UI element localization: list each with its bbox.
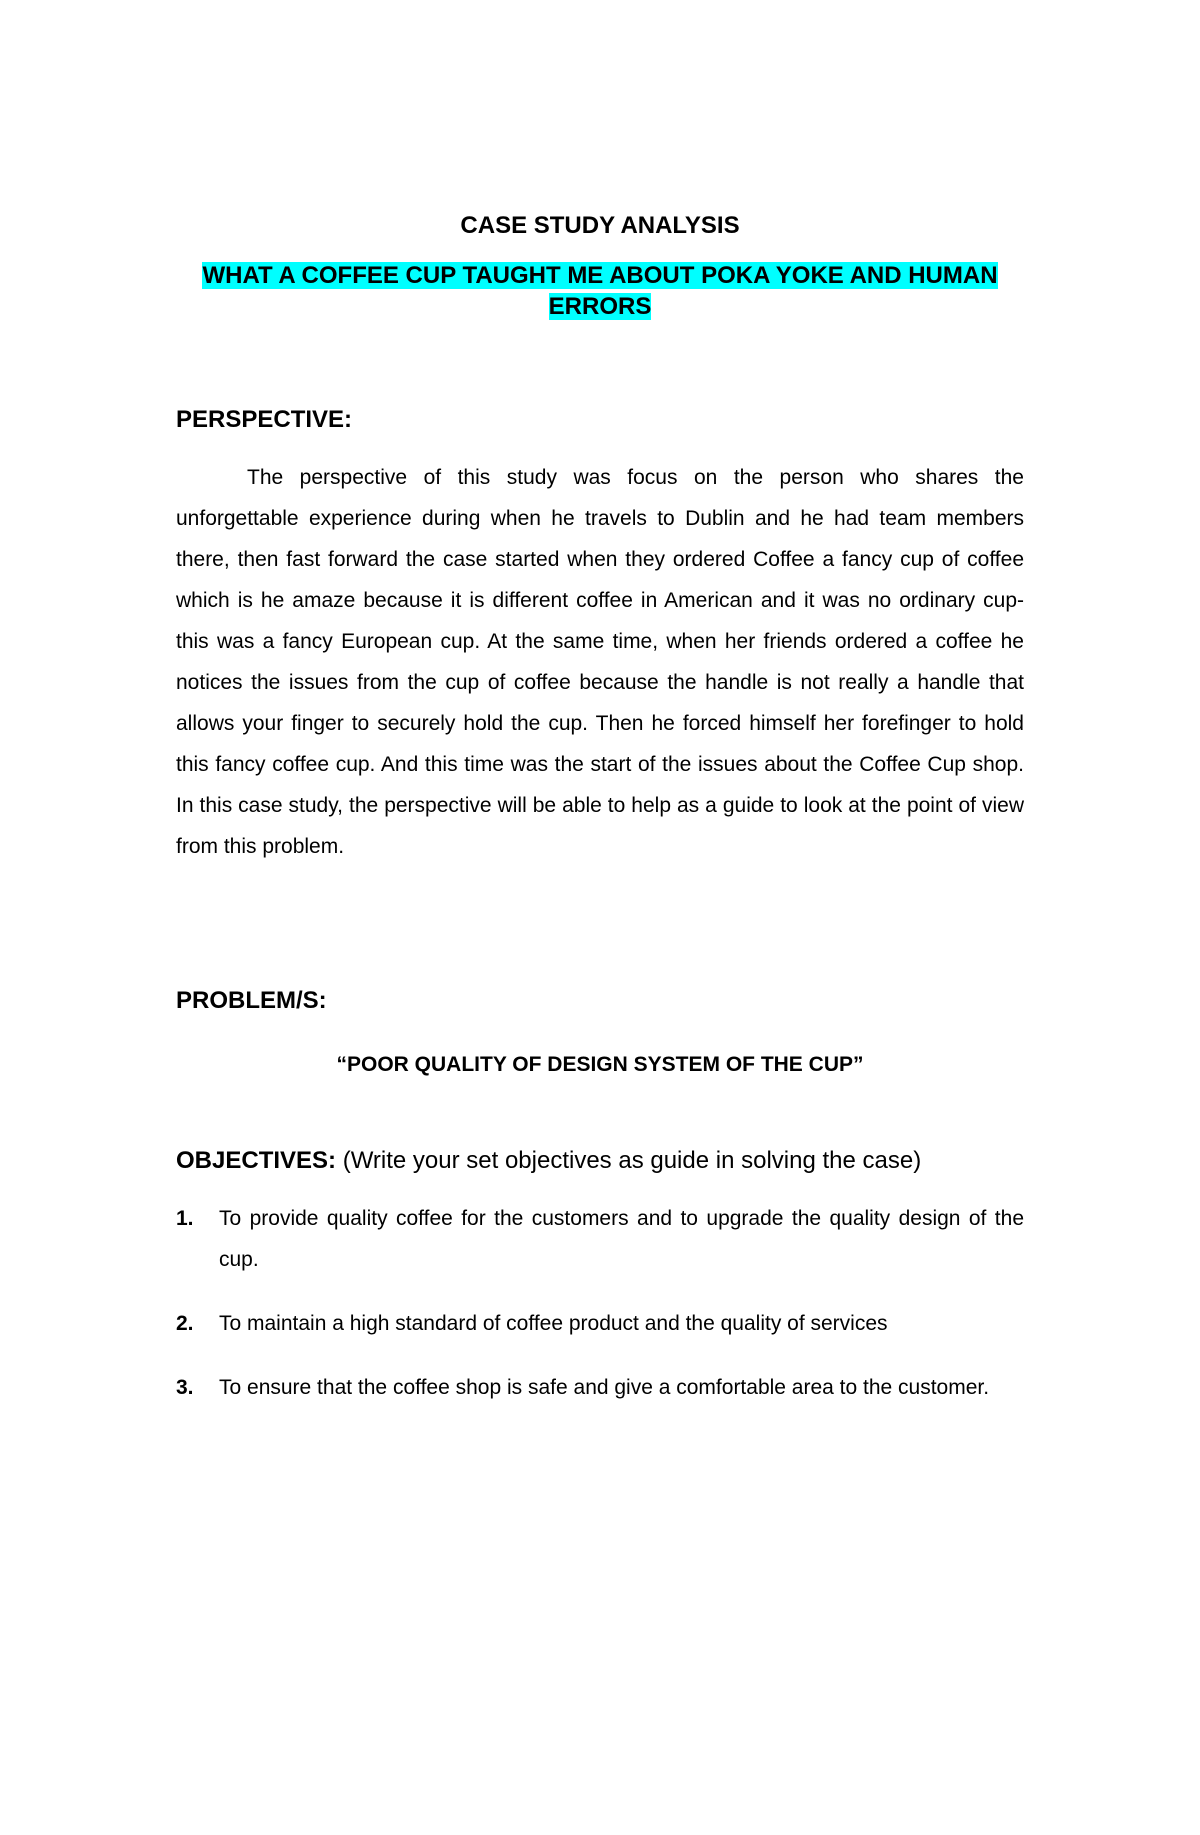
objective-number: 2. (176, 1312, 194, 1335)
objectives-list (176, 1198, 1024, 1408)
objective-item (176, 1303, 1024, 1344)
document-title: CASE STUDY ANALYSIS (460, 212, 740, 239)
objectives-heading (176, 1137, 1024, 1184)
perspective-paragraph: The perspective of this study was focus on the person who shares the unforgettable experience during when he travels to Dublin and he had team members there, then fast forward the case started when they ordered Coffee a fancy cup of coffee which is he amaze because it is different coffee in American and it was no ordinary cup- this was a fancy European cup. At the same time, when her friends ordered a coffee he notices the issues from the cup of coffee because the handle is not really a handle that allows your finger to securely hold the cup. Then he forced himself her forefinger to hold this fancy coffee cup. And this time was the start of the issues about the Coffee Cup shop. In this case study, the perspective will be able to help as a guide to look at the point of view from this problem. (176, 466, 1024, 858)
objectives-heading-note: (Write your set objectives as guide in solving the case) (336, 1147, 922, 1174)
document-body (176, 210, 1024, 1431)
document-subtitle (176, 260, 1024, 322)
objective-number: 3. (176, 1376, 194, 1399)
objective-item (176, 1367, 1024, 1408)
objective-item (176, 1198, 1024, 1280)
objective-text: To ensure that the coffee shop is safe and give a comfortable area to the customer. (219, 1376, 990, 1399)
objective-text: To maintain a high standard of coffee product and the quality of services (219, 1312, 888, 1335)
highlighted-subtitle-text: WHAT A COFFEE CUP TAUGHT ME ABOUT POKA YOKE AND HUMAN ERRORS (202, 262, 998, 320)
objective-text: To provide quality coffee for the customers and to upgrade the quality design of the cup. (219, 1207, 1024, 1271)
perspective-heading: PERSPECTIVE: (176, 406, 353, 433)
problem-statement: “POOR QUALITY OF DESIGN SYSTEM OF THE CUP” (336, 1053, 864, 1076)
problems-heading: PROBLEM/S: (176, 987, 327, 1014)
objectives-heading-label: OBJECTIVES: (176, 1147, 337, 1174)
objective-number: 1. (176, 1207, 194, 1230)
